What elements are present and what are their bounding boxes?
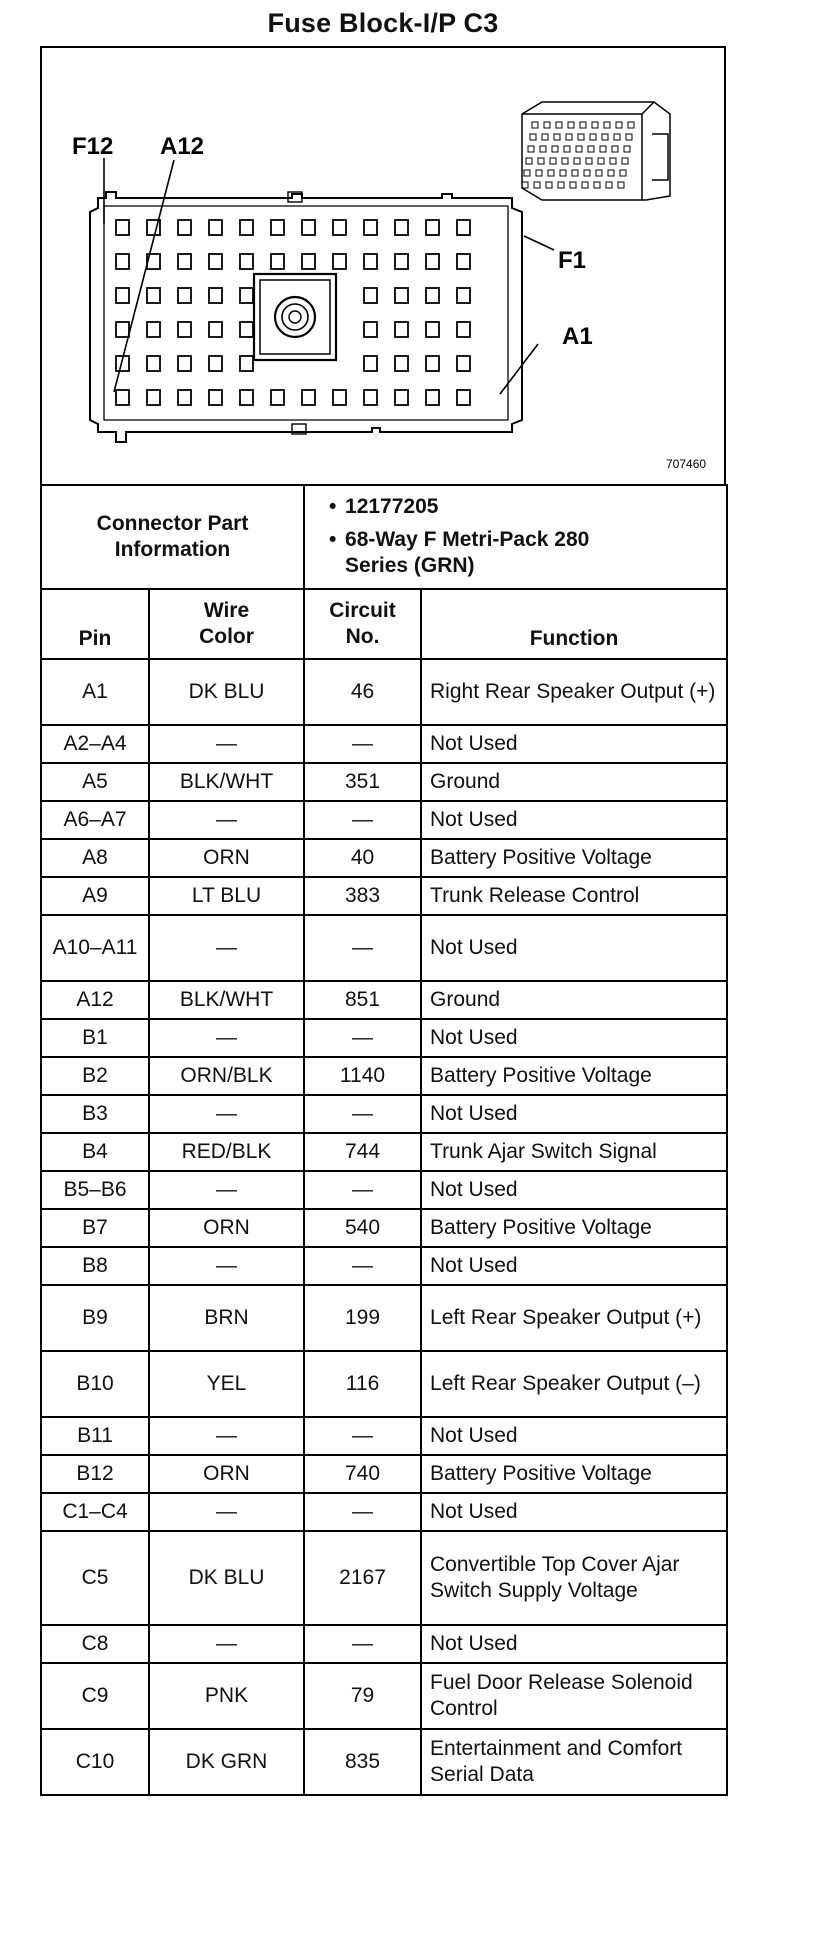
function-cell: Ground xyxy=(421,981,727,1019)
table-row xyxy=(41,1455,727,1493)
connector-3d-pin xyxy=(618,182,624,188)
table-row xyxy=(41,1095,727,1133)
connector-3d-drawing xyxy=(522,102,670,200)
connector-pin xyxy=(395,356,408,371)
diagram-code: 707460 xyxy=(666,457,707,471)
connector-pin xyxy=(333,390,346,405)
connector-pin xyxy=(426,356,439,371)
connector-pin xyxy=(457,288,470,303)
circuit-cell: — xyxy=(304,1019,421,1057)
connector-3d-pin xyxy=(584,170,590,176)
connector-3d-pin xyxy=(620,170,626,176)
connector-3d-pin xyxy=(578,134,584,140)
circuit-cell: 835 xyxy=(304,1729,421,1795)
function-cell: Battery Positive Voltage xyxy=(421,1455,727,1493)
connector-3d-pin xyxy=(594,182,600,188)
connector-3d-pin xyxy=(592,122,598,128)
connector-pin xyxy=(364,220,377,235)
connector-pin xyxy=(395,220,408,235)
connector-pin xyxy=(302,254,315,269)
connector-pin xyxy=(116,288,129,303)
circuit-cell: — xyxy=(304,1095,421,1133)
label-a1: A1 xyxy=(562,323,593,350)
table-row xyxy=(41,1019,727,1057)
wire-color-cell: BLK/WHT xyxy=(149,763,304,801)
connector-pin xyxy=(333,220,346,235)
wire-color-cell: RED/BLK xyxy=(149,1133,304,1171)
wire-color-cell: — xyxy=(149,1625,304,1663)
table-row xyxy=(41,839,727,877)
wire-color-cell: DK BLU xyxy=(149,1531,304,1625)
connector-3d-pin xyxy=(566,134,572,140)
function-cell: Battery Positive Voltage xyxy=(421,1209,727,1247)
connector-3d-pin xyxy=(614,134,620,140)
circuit-cell: 2167 xyxy=(304,1531,421,1625)
pin-cell: B10 xyxy=(41,1351,149,1417)
circuit-cell: 40 xyxy=(304,839,421,877)
pin-cell: B3 xyxy=(41,1095,149,1133)
connector-3d-pin xyxy=(604,122,610,128)
connector-3d-pin xyxy=(568,122,574,128)
function-cell: Left Rear Speaker Output (+) xyxy=(421,1285,727,1351)
function-cell: Not Used xyxy=(421,1171,727,1209)
pin-cell: A8 xyxy=(41,839,149,877)
function-cell: Not Used xyxy=(421,1019,727,1057)
connector-3d-pin xyxy=(624,146,630,152)
connector-pin xyxy=(116,390,129,405)
connector-pin xyxy=(426,322,439,337)
connector-pin xyxy=(426,254,439,269)
connector-pin xyxy=(209,390,222,405)
wire-color-cell: — xyxy=(149,1247,304,1285)
connector-3d-pin xyxy=(534,182,540,188)
label-f12: F12 xyxy=(72,133,114,160)
connector-pin xyxy=(209,356,222,371)
connector-pin xyxy=(209,254,222,269)
wire-color-cell: — xyxy=(149,725,304,763)
header-wire-color: Wire Color xyxy=(149,589,304,659)
header-function: Function xyxy=(421,589,727,659)
connector-3d-pin xyxy=(580,122,586,128)
pin-cell: A9 xyxy=(41,877,149,915)
table-row xyxy=(41,915,727,981)
connector-pin xyxy=(209,322,222,337)
pin-cell: C5 xyxy=(41,1531,149,1625)
table-row xyxy=(41,1729,727,1795)
pin-cell: B4 xyxy=(41,1133,149,1171)
connector-pin xyxy=(426,390,439,405)
connector-pin xyxy=(364,254,377,269)
table-row xyxy=(41,725,727,763)
connector-3d-pin xyxy=(588,146,594,152)
connector-pin xyxy=(209,288,222,303)
connector-3d-pin xyxy=(524,170,530,176)
connector-3d-pin xyxy=(622,158,628,164)
header-circuit: Circuit No. xyxy=(304,589,421,659)
function-cell: Convertible Top Cover Ajar Switch Supply Voltage xyxy=(421,1531,727,1625)
connector-3d-pin xyxy=(550,158,556,164)
wire-color-cell: — xyxy=(149,1095,304,1133)
connector-pin xyxy=(364,356,377,371)
connector-3d-pin xyxy=(554,134,560,140)
connector-pin xyxy=(333,254,346,269)
function-cell: Not Used xyxy=(421,725,727,763)
circuit-cell: — xyxy=(304,725,421,763)
wire-color-cell: BLK/WHT xyxy=(149,981,304,1019)
connector-pin xyxy=(364,288,377,303)
connector-pin xyxy=(395,254,408,269)
connector-pin xyxy=(240,356,253,371)
circuit-cell: — xyxy=(304,1171,421,1209)
function-cell: Battery Positive Voltage xyxy=(421,839,727,877)
connector-pin xyxy=(178,288,191,303)
connector-3d-pin xyxy=(564,146,570,152)
pin-cell: A10–A11 xyxy=(41,915,149,981)
connector-info-items xyxy=(304,485,727,589)
header-pin: Pin xyxy=(41,589,149,659)
connector-3d-pin xyxy=(600,146,606,152)
function-cell: Not Used xyxy=(421,915,727,981)
table-row xyxy=(41,659,727,725)
connector-3d-pin xyxy=(608,170,614,176)
connector-pin xyxy=(240,254,253,269)
connector-3d-pin xyxy=(574,158,580,164)
connector-3d-pin xyxy=(548,170,554,176)
connector-3d-pin xyxy=(538,158,544,164)
connector-3d-pin xyxy=(532,122,538,128)
table-row xyxy=(41,1531,727,1625)
wire-color-cell: PNK xyxy=(149,1663,304,1729)
pin-cell: C10 xyxy=(41,1729,149,1795)
wire-color-cell: — xyxy=(149,1171,304,1209)
connector-3d-pin xyxy=(560,170,566,176)
table-row xyxy=(41,1057,727,1095)
function-cell: Battery Positive Voltage xyxy=(421,1057,727,1095)
connector-3d-pin xyxy=(562,158,568,164)
info-item: • 68-Way F Metri-Pack 280 Series (GRN) xyxy=(345,527,718,578)
circuit-cell: — xyxy=(304,1247,421,1285)
function-cell: Left Rear Speaker Output (–) xyxy=(421,1351,727,1417)
table-row xyxy=(41,1285,727,1351)
connector-pin xyxy=(240,220,253,235)
connector-3d-pin xyxy=(530,134,536,140)
circuit-cell: — xyxy=(304,915,421,981)
pin-cell: C8 xyxy=(41,1625,149,1663)
connector-pin xyxy=(457,322,470,337)
table-row xyxy=(41,1417,727,1455)
circuit-cell: 351 xyxy=(304,763,421,801)
connector-face-drawing xyxy=(42,48,728,486)
connector-pin xyxy=(271,220,284,235)
label-f1: F1 xyxy=(558,247,587,274)
function-cell: Entertainment and Comfort Serial Data xyxy=(421,1729,727,1795)
circuit-cell: 744 xyxy=(304,1133,421,1171)
label-a12: A12 xyxy=(160,133,205,160)
function-cell: Ground xyxy=(421,763,727,801)
connector-pin xyxy=(364,322,377,337)
wire-color-cell: DK GRN xyxy=(149,1729,304,1795)
circuit-cell: 116 xyxy=(304,1351,421,1417)
table-row xyxy=(41,1493,727,1531)
pin-cell: B1 xyxy=(41,1019,149,1057)
connector-diagram xyxy=(40,46,726,484)
connector-3d-pin xyxy=(556,122,562,128)
pin-cell: B9 xyxy=(41,1285,149,1351)
circuit-cell: 383 xyxy=(304,877,421,915)
pin-cell: A2–A4 xyxy=(41,725,149,763)
connector-3d-pin xyxy=(628,122,634,128)
connector-info-label: Connector Part Information xyxy=(41,485,304,589)
function-cell: Right Rear Speaker Output (+) xyxy=(421,659,727,725)
connector-3d-pin xyxy=(544,122,550,128)
connector-3d-pin xyxy=(626,134,632,140)
connector-pin xyxy=(116,322,129,337)
connector-pin xyxy=(302,390,315,405)
connector-pin xyxy=(116,254,129,269)
connector-3d-pin xyxy=(606,182,612,188)
table-row xyxy=(41,877,727,915)
page-title: Fuse Block-I/P C3 xyxy=(267,8,499,38)
connector-3d-pin xyxy=(586,158,592,164)
connector-3d-pin xyxy=(552,146,558,152)
pin-cell: A12 xyxy=(41,981,149,1019)
connector-3d-pin xyxy=(576,146,582,152)
connector-3d-pin xyxy=(540,146,546,152)
pin-cell: B5–B6 xyxy=(41,1171,149,1209)
connector-pin xyxy=(302,220,315,235)
circuit-cell: 540 xyxy=(304,1209,421,1247)
connector-3d-pin xyxy=(590,134,596,140)
connector-pin xyxy=(178,356,191,371)
wire-color-cell: DK BLU xyxy=(149,659,304,725)
wire-color-cell: — xyxy=(149,1417,304,1455)
connector-pin xyxy=(395,288,408,303)
connector-3d-pin xyxy=(610,158,616,164)
connector-pin xyxy=(426,220,439,235)
circuit-cell: — xyxy=(304,1625,421,1663)
connector-3d-pin xyxy=(558,182,564,188)
circuit-cell: — xyxy=(304,1417,421,1455)
connector-3d-pin xyxy=(572,170,578,176)
connector-pin xyxy=(116,220,129,235)
pinout-table xyxy=(40,484,728,1796)
table-row xyxy=(41,1209,727,1247)
connector-3d-pin xyxy=(598,158,604,164)
connector-pin xyxy=(271,254,284,269)
wire-color-cell: ORN xyxy=(149,839,304,877)
circuit-cell: 851 xyxy=(304,981,421,1019)
connector-pin xyxy=(147,322,160,337)
function-cell: Not Used xyxy=(421,1247,727,1285)
connector-pin xyxy=(147,288,160,303)
table-row xyxy=(41,801,727,839)
wire-color-cell: — xyxy=(149,1493,304,1531)
pin-cell: A5 xyxy=(41,763,149,801)
connector-pin xyxy=(240,288,253,303)
wire-color-cell: ORN/BLK xyxy=(149,1057,304,1095)
connector-pin xyxy=(395,390,408,405)
pin-cell: B2 xyxy=(41,1057,149,1095)
circuit-cell: 1140 xyxy=(304,1057,421,1095)
circuit-cell: — xyxy=(304,1493,421,1531)
function-cell: Trunk Release Control xyxy=(421,877,727,915)
function-cell: Not Used xyxy=(421,801,727,839)
connector-3d-pin xyxy=(526,158,532,164)
wire-color-cell: LT BLU xyxy=(149,877,304,915)
pin-cell: A1 xyxy=(41,659,149,725)
connector-pin xyxy=(209,220,222,235)
connector-pin xyxy=(426,288,439,303)
function-cell: Not Used xyxy=(421,1417,727,1455)
connector-pin xyxy=(240,390,253,405)
pin-cell: B12 xyxy=(41,1455,149,1493)
wire-color-cell: — xyxy=(149,1019,304,1057)
connector-3d-pin xyxy=(522,182,528,188)
connector-3d-pin xyxy=(528,146,534,152)
connector-pin xyxy=(178,254,191,269)
table-row xyxy=(41,1171,727,1209)
table-row xyxy=(41,1625,727,1663)
wire-color-cell: — xyxy=(149,915,304,981)
wire-color-cell: YEL xyxy=(149,1351,304,1417)
table-row xyxy=(41,1351,727,1417)
pin-cell: B7 xyxy=(41,1209,149,1247)
function-cell: Trunk Ajar Switch Signal xyxy=(421,1133,727,1171)
connector-pin xyxy=(147,356,160,371)
connector-pin xyxy=(364,390,377,405)
table-row xyxy=(41,1133,727,1171)
function-cell: Not Used xyxy=(421,1095,727,1133)
connector-3d-pin xyxy=(570,182,576,188)
connector-pin xyxy=(457,356,470,371)
connector-pin xyxy=(457,390,470,405)
wire-color-cell: — xyxy=(149,801,304,839)
pin-cell: A6–A7 xyxy=(41,801,149,839)
connector-3d-pin xyxy=(616,122,622,128)
table-row xyxy=(41,1663,727,1729)
circuit-cell: 199 xyxy=(304,1285,421,1351)
connector-pin xyxy=(457,220,470,235)
connector-pin xyxy=(271,390,284,405)
connector-pin xyxy=(147,390,160,405)
connector-pin xyxy=(178,220,191,235)
circuit-cell: 79 xyxy=(304,1663,421,1729)
connector-pin xyxy=(178,390,191,405)
connector-pin xyxy=(178,322,191,337)
table-row xyxy=(41,763,727,801)
table-row xyxy=(41,1247,727,1285)
wire-color-cell: ORN xyxy=(149,1455,304,1493)
connector-3d-pin xyxy=(596,170,602,176)
connector-3d-pin xyxy=(612,146,618,152)
pin-cell: C9 xyxy=(41,1663,149,1729)
connector-pin xyxy=(395,322,408,337)
connector-3d-pin xyxy=(542,134,548,140)
function-cell: Not Used xyxy=(421,1493,727,1531)
connector-3d-pin xyxy=(546,182,552,188)
info-item: • 12177205 xyxy=(345,494,718,520)
pin-cell: C1–C4 xyxy=(41,1493,149,1531)
table-row xyxy=(41,981,727,1019)
connector-pin xyxy=(457,254,470,269)
function-cell: Not Used xyxy=(421,1625,727,1663)
connector-3d-pin xyxy=(536,170,542,176)
pin-cell: B11 xyxy=(41,1417,149,1455)
function-cell: Fuel Door Release Solenoid Control xyxy=(421,1663,727,1729)
circuit-cell: — xyxy=(304,801,421,839)
connector-pin xyxy=(240,322,253,337)
connector-3d-pin xyxy=(582,182,588,188)
wire-color-cell: BRN xyxy=(149,1285,304,1351)
circuit-cell: 740 xyxy=(304,1455,421,1493)
pin-cell: B8 xyxy=(41,1247,149,1285)
connector-3d-pin xyxy=(602,134,608,140)
circuit-cell: 46 xyxy=(304,659,421,725)
wire-color-cell: ORN xyxy=(149,1209,304,1247)
